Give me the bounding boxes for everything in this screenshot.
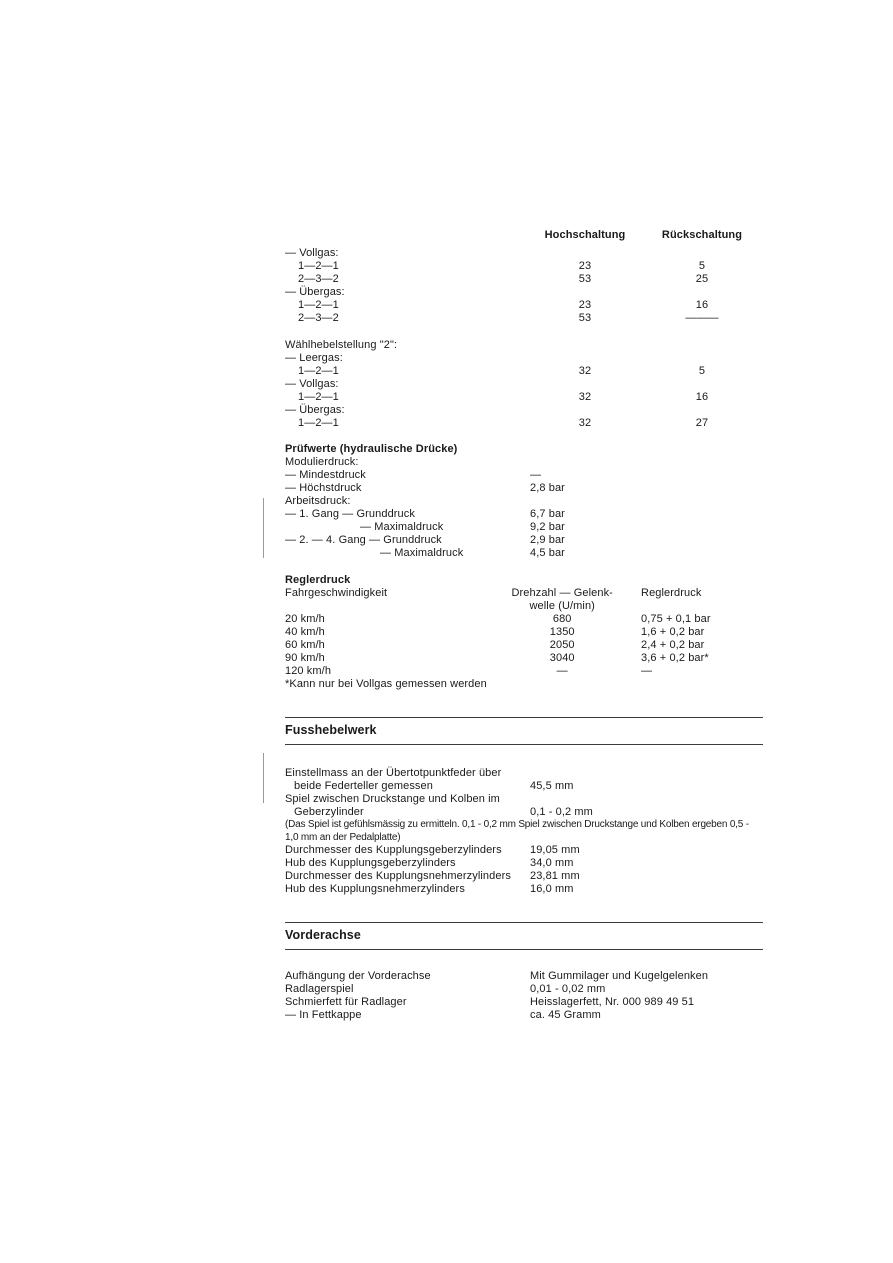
downshift-value: 5 — [698, 260, 706, 272]
table-row — [285, 665, 763, 678]
spec-row — [285, 1009, 763, 1022]
spec-label: — Mindestdruck — [285, 469, 366, 481]
spec-label: — Maximaldruck — [380, 547, 464, 559]
table-row — [285, 273, 763, 286]
spec-row — [285, 793, 763, 819]
pruefwerte-heading — [285, 443, 763, 456]
spec-row — [285, 508, 763, 521]
spec-label: Aufhängung der Vorderachse — [285, 970, 431, 982]
spec-value: Mit Gummilager und Kugelgelenken — [530, 970, 709, 982]
spec-row — [285, 495, 763, 508]
column-header-speed: Fahrgeschwindigkeit — [285, 587, 388, 599]
column-header-downshift: Rückschaltung — [661, 229, 743, 241]
table-row — [285, 378, 763, 391]
column-header-upshift: Hochschaltung — [544, 229, 626, 241]
shift-table-header — [285, 229, 763, 242]
spec-row — [285, 844, 763, 857]
downshift-value: ——— — [685, 312, 719, 324]
spec-label-line1: Einstellmass an der Übertotpunktfeder über — [285, 767, 502, 779]
heading-text: Prüfwerte (hydraulische Drücke) — [285, 443, 458, 455]
table-row — [285, 626, 763, 639]
table-row — [285, 312, 763, 325]
spec-value: 9,2 bar — [530, 521, 565, 533]
spec-row — [285, 767, 763, 793]
spec-row — [285, 547, 763, 560]
spec-value: 19,05 mm — [530, 844, 580, 856]
column-header-rpm — [511, 587, 613, 613]
page-content — [285, 229, 763, 1022]
upshift-value: 53 — [578, 273, 592, 285]
divider — [285, 949, 763, 950]
upshift-value: 23 — [578, 260, 592, 272]
row-label: 1—2—1 — [298, 260, 339, 272]
spec-value: Heisslagerfett, Nr. 000 989 49 51 — [530, 996, 695, 1008]
row-label: 2—3—2 — [298, 312, 339, 324]
rpm-value: 2050 — [549, 639, 575, 651]
pressure-value: 1,6 + 0,2 bar — [641, 626, 705, 638]
spec-label: — Höchstdruck — [285, 482, 362, 494]
reglerdruck-heading — [285, 574, 763, 587]
column-header-rpm-line2: welle (U/min) — [529, 600, 595, 612]
downshift-value: 16 — [695, 299, 709, 311]
speed-value: 60 km/h — [285, 639, 325, 651]
rpm-value: — — [556, 665, 568, 677]
row-label: 1—2—1 — [298, 417, 339, 429]
row-label: — Vollgas: — [285, 247, 339, 259]
speed-value: 20 km/h — [285, 613, 325, 625]
spacer — [285, 325, 763, 339]
spec-row — [285, 970, 763, 983]
table-row — [285, 247, 763, 260]
pressure-value: 0,75 + 0,1 bar — [641, 613, 711, 625]
spec-label: Hub des Kupplungsgeberzylinders — [285, 857, 456, 869]
pressure-value: 3,6 + 0,2 bar* — [641, 652, 709, 664]
column-header-pressure: Reglerdruck — [641, 587, 702, 599]
section-heading-vorderachse — [285, 922, 763, 950]
spec-label: — Maximaldruck — [360, 521, 444, 533]
divider — [285, 744, 763, 745]
rpm-value: 680 — [552, 613, 572, 625]
spec-row — [285, 456, 763, 469]
spec-row — [285, 983, 763, 996]
spec-label: — In Fettkappe — [285, 1009, 362, 1021]
spec-value: 0,1 - 0,2 mm — [530, 806, 593, 818]
spec-row — [285, 482, 763, 495]
downshift-value: 27 — [695, 417, 709, 429]
spec-value: 6,7 bar — [530, 508, 565, 520]
upshift-value: 32 — [578, 391, 592, 403]
section-title: Vorderachse — [285, 928, 361, 942]
spec-value: 23,81 mm — [530, 870, 580, 882]
speed-value: 40 km/h — [285, 626, 325, 638]
revision-change-bar — [263, 753, 264, 803]
spec-value: 45,5 mm — [530, 780, 574, 792]
table-row — [285, 365, 763, 378]
spec-label — [285, 767, 530, 793]
spec-label: Radlagerspiel — [285, 983, 354, 995]
downshift-value: 5 — [698, 365, 706, 377]
spec-label — [285, 793, 530, 819]
table-row — [285, 652, 763, 665]
spec-value: 16,0 mm — [530, 883, 574, 895]
spec-value: 4,5 bar — [530, 547, 565, 559]
spec-label-line1: Spiel zwischen Druckstange und Kolben im — [285, 793, 500, 805]
spec-row — [285, 996, 763, 1009]
row-label: 1—2—1 — [298, 365, 339, 377]
upshift-value: 32 — [578, 417, 592, 429]
spec-row — [285, 521, 763, 534]
footnote — [285, 678, 763, 691]
upshift-value: 23 — [578, 299, 592, 311]
spec-row — [285, 857, 763, 870]
spec-label: — 2. — 4. Gang — Grunddruck — [285, 534, 442, 546]
row-label: 2—3—2 — [298, 273, 339, 285]
spec-value: 2,8 bar — [530, 482, 565, 494]
rpm-value: 3040 — [549, 652, 575, 664]
spec-value: 2,9 bar — [530, 534, 565, 546]
footnote-text: *Kann nur bei Vollgas gemessen werden — [285, 678, 487, 690]
table-row — [285, 417, 763, 430]
speed-value: 120 km/h — [285, 665, 332, 677]
upshift-value: 53 — [578, 312, 592, 324]
table-row — [285, 613, 763, 626]
table-row — [285, 352, 763, 365]
spec-row — [285, 469, 763, 482]
section-title: Fusshebelwerk — [285, 723, 377, 737]
spec-row — [285, 870, 763, 883]
spec-label: Durchmesser des Kupplungsnehmerzylinders — [285, 870, 511, 882]
table-row — [285, 286, 763, 299]
table-row — [285, 404, 763, 417]
upshift-value: 32 — [578, 365, 592, 377]
spec-label: Durchmesser des Kupplungsgeberzylinders — [285, 844, 502, 856]
spec-value: — — [530, 469, 542, 481]
table-row — [285, 639, 763, 652]
vorderachse-rows — [285, 970, 763, 1022]
table-row — [285, 299, 763, 312]
spec-label: Arbeitsdruck: — [285, 495, 351, 507]
rpm-value: 1350 — [549, 626, 575, 638]
divider — [285, 717, 763, 718]
spec-row — [285, 534, 763, 547]
section-heading-fusshebelwerk — [285, 717, 763, 745]
spec-label: Schmierfett für Radlager — [285, 996, 407, 1008]
spec-value: ca. 45 Gramm — [530, 1009, 601, 1021]
spec-label: — 1. Gang — Grunddruck — [285, 508, 415, 520]
downshift-value: 16 — [695, 391, 709, 403]
spec-label: Modulierdruck: — [285, 456, 359, 468]
row-label: — Übergas: — [285, 286, 345, 298]
spec-value: 0,01 - 0,02 mm — [530, 983, 606, 995]
row-label: — Vollgas: — [285, 378, 339, 390]
table-row — [285, 260, 763, 273]
row-label: 1—2—1 — [298, 391, 339, 403]
subheading-text: Wählhebelstellung "2": — [285, 339, 398, 351]
spec-label: Hub des Kupplungsnehmerzylinders — [285, 883, 465, 895]
downshift-value: 25 — [695, 273, 709, 285]
spec-label-line2: Geberzylinder — [294, 806, 364, 818]
revision-change-bar — [263, 498, 264, 558]
row-label: 1—2—1 — [298, 299, 339, 311]
speed-value: 90 km/h — [285, 652, 325, 664]
table-row — [285, 391, 763, 404]
measurement-note: (Das Spiel ist gefühlsmässig zu ermitteln. 0,1 - 0,2 mm Spiel zwischen Druckstange und Kolben ergeben 0,5 - 1,0 mm an der Pedalplatte) — [285, 819, 749, 843]
heading-text: Reglerdruck — [285, 574, 351, 586]
spec-row — [285, 883, 763, 896]
spec-value: 34,0 mm — [530, 857, 574, 869]
pressure-value: 2,4 + 0,2 bar — [641, 639, 705, 651]
selector-position-subheading — [285, 339, 763, 352]
column-header-rpm-line1: Drehzahl — Gelenk- — [511, 587, 613, 599]
pressure-value: — — [641, 665, 653, 677]
divider — [285, 922, 763, 923]
reglerdruck-table-header — [285, 587, 763, 613]
row-label: — Übergas: — [285, 404, 345, 416]
row-label: — Leergas: — [285, 352, 343, 364]
spec-label-line2: beide Federteller gemessen — [294, 780, 433, 792]
